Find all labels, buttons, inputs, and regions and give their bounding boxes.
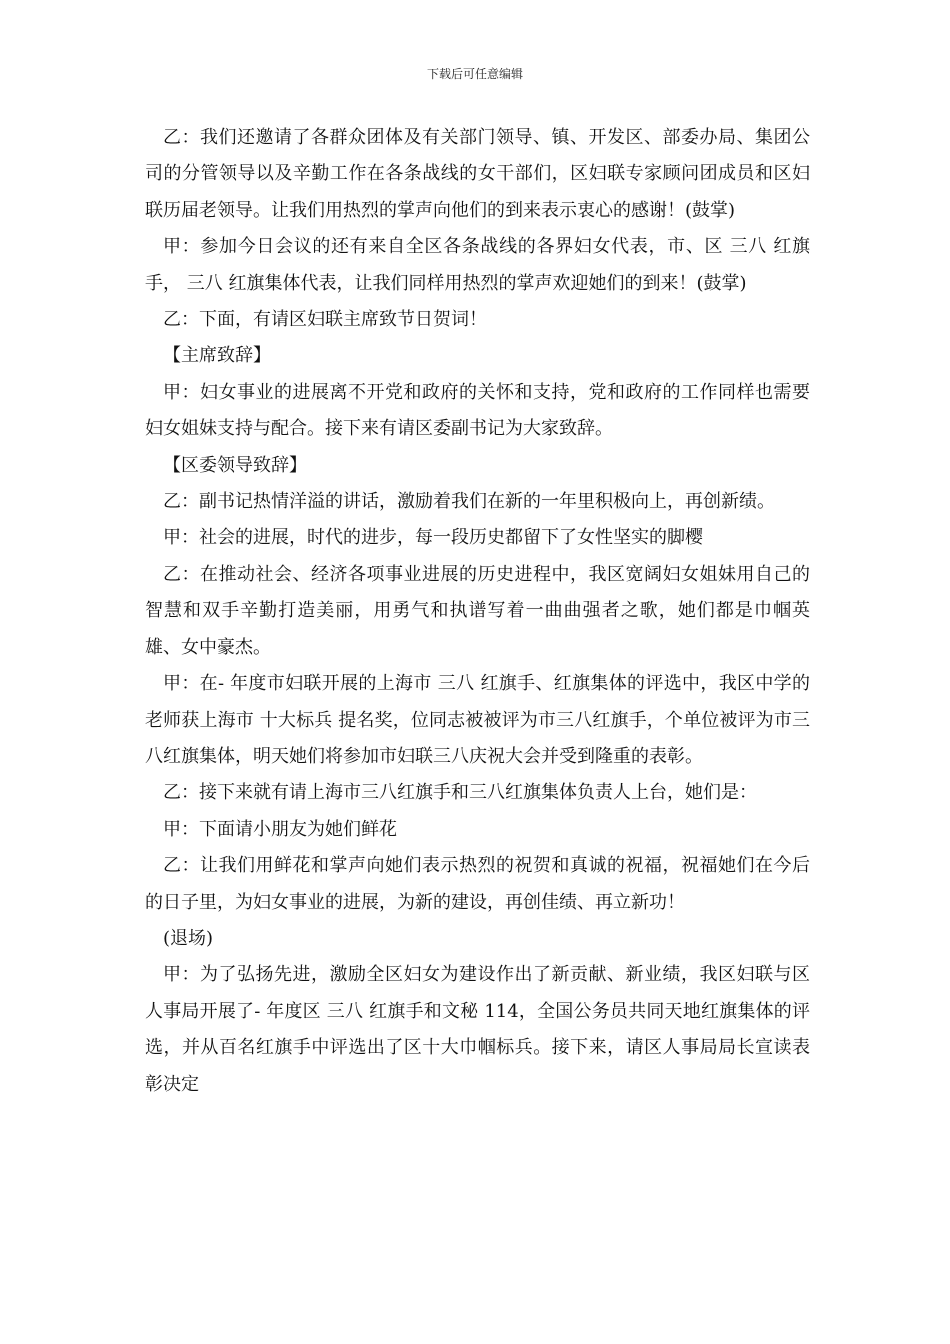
paragraph: 甲：社会的进展，时代的进步，每一段历史都留下了女性坚实的脚樱	[163, 527, 703, 549]
section-heading: 【区委领导致辞】	[163, 454, 307, 476]
paragraph: 乙：接下来就有请上海市三八红旗手和三八红旗集体负责人上台，她们是：	[163, 782, 757, 804]
document-body	[145, 120, 810, 1103]
paragraph: 乙：让我们用鲜花和掌声向她们表示热烈的祝贺和真诚的祝福，祝福她们在今后的日子里，为妇女事业的进展，为新的建设，再创佳绩、再立新功！	[145, 855, 810, 913]
paragraph: 甲：在- 年度市妇联开展的上海市 三八 红旗手、红旗集体的评选中，我区中学的老师获上海市 十大标兵 提名奖，位同志被被评为市三八红旗手，个单位被评为市三八红旗集体，明天她们将参加市妇联三八庆祝大会并受到隆重的表彰。	[145, 673, 810, 767]
paragraph: 甲：为了弘扬先进，激励全区妇女为建设作出了新贡献、新业绩，我区妇联与区人事局开展了- 年度区 三八 红旗手和文秘 114，全国公务员共同天地红旗集体的评选，并从百名红旗手中评选出了区十大巾帼标兵。接下来，请区人事局局长宣读表彰决定	[145, 964, 810, 1095]
paragraph: 乙：我们还邀请了各群众团体及有关部门领导、镇、开发区、部委办局、集团公司的分管领导以及辛勤工作在各条战线的女干部们，区妇联专家顾问团成员和区妇联历届老领导。让我们用热烈的掌声向他们的到来表示衷心的感谢！(鼓掌)	[145, 127, 810, 221]
paragraph: 乙：在推动社会、经济各项事业进展的历史进程中，我区宽阔妇女姐妹用自己的智慧和双手辛勤打造美丽，用勇气和执谱写着一曲曲强者之歌，她们都是巾帼英雄、女中豪杰。	[145, 563, 810, 658]
paragraph: 甲：下面请小朋友为她们鲜花	[163, 818, 397, 840]
paragraph: 乙：下面，有请区妇联主席致节日贺词！	[163, 309, 487, 331]
paragraph: 甲：参加今日会议的还有来自全区各条战线的各界妇女代表，市、区 三八 红旗手， 三八 红旗集体代表，让我们同样用热烈的掌声欢迎她们的到来！(鼓掌)	[145, 236, 810, 294]
paragraph: 乙：副书记热情洋溢的讲话，激励着我们在新的一年里积极向上，再创新绩。	[163, 491, 775, 513]
section-heading: 【主席致辞】	[163, 345, 271, 367]
page-header-note: 下载后可任意编辑	[426, 67, 523, 81]
stage-direction: (退场)	[163, 927, 214, 949]
paragraph: 甲：妇女事业的进展离不开党和政府的关怀和支持，党和政府的工作同样也需要妇女姐妹支持与配合。接下来有请区委副书记为大家致辞。	[145, 381, 810, 440]
